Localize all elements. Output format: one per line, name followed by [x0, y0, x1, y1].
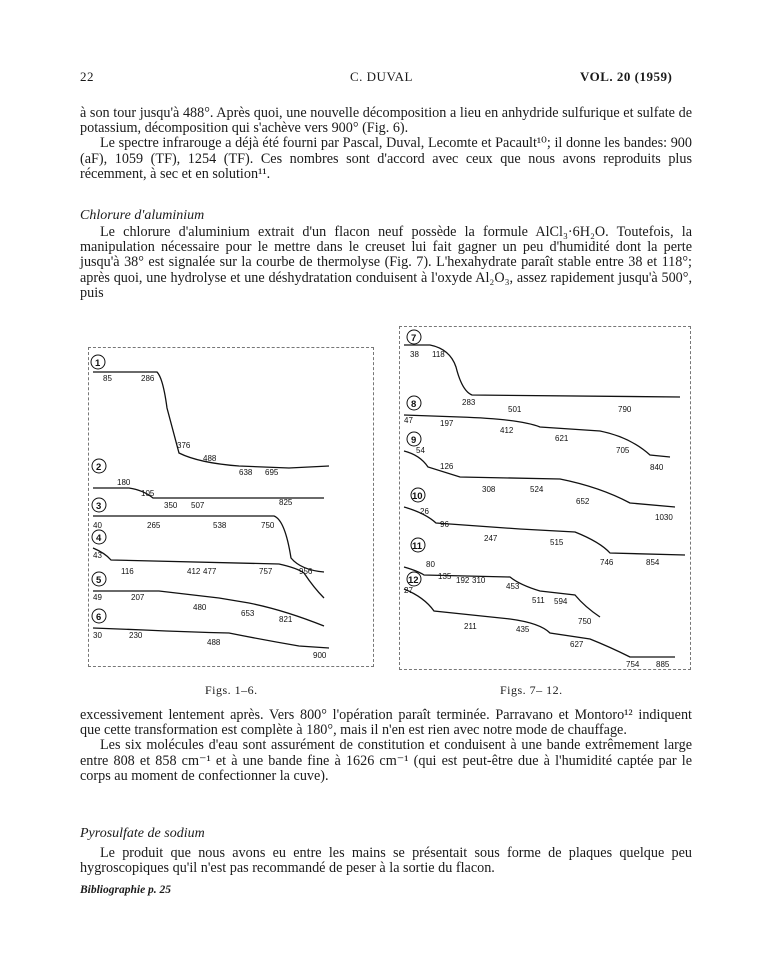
curve-12-label: 435 [516, 625, 530, 634]
curve-1-label: 286 [141, 374, 155, 383]
curve-12-label: 27 [404, 586, 413, 595]
curve-10-label: 247 [484, 534, 498, 543]
curve-1-label: 85 [103, 374, 112, 383]
curve-9-label: 652 [576, 497, 590, 506]
curve-12-label: 211 [464, 622, 477, 631]
curve-5-label: 207 [131, 593, 145, 602]
curve-4-number: 4 [96, 533, 102, 544]
curve-10-number: 10 [412, 491, 423, 502]
caption-figs-7-12: Figs. 7– 12. [500, 683, 563, 697]
curve-5-label: 653 [241, 609, 255, 618]
curve-1-label: 488 [203, 454, 217, 463]
curve-2-label: 350 [164, 501, 178, 510]
curve-9-number: 9 [411, 435, 417, 446]
curve-8-label: 621 [555, 434, 569, 443]
curve-12-number: 12 [408, 575, 419, 586]
curve-8-number: 8 [411, 399, 417, 410]
curve-3 [93, 516, 324, 572]
section-heading-pyrosulfate: Pyrosulfate de sodium [80, 826, 205, 841]
curve-11-label: 80 [426, 560, 435, 569]
curve-8-label: 197 [440, 419, 454, 428]
curve-4-label: 956 [299, 567, 313, 576]
paragraph-1: à son tour jusqu'à 488°. Après quoi, une nouvelle décomposition a lieu en anhydride sulfurique et sulfate de potassium, décomposition qui s'achève vers 900° (Fig. 6). [80, 105, 692, 137]
curve-11-label: 310 [472, 576, 486, 585]
curve-4-label: 477 [203, 567, 217, 576]
curve-6-number: 6 [96, 612, 102, 623]
curve-1-number: 1 [95, 358, 101, 369]
curve-4-label: 412 [187, 567, 201, 576]
curve-6-label: 488 [207, 638, 221, 647]
curve-9-label: 524 [530, 485, 544, 494]
curve-7-label: 501 [508, 405, 522, 414]
curve-7-label: 790 [618, 405, 632, 414]
curve-11-label: 453 [506, 582, 520, 591]
curve-5-label: 49 [93, 593, 102, 602]
curve-12-label: 754 [626, 660, 640, 669]
paragraph-3: Le chlorure d'aluminium extrait d'un flacon neuf possède la formule AlCl₃·6H₂O. Toutefois, la manipulation nécessaire pour le mettre dans le creuset lui fait gagner un peu d'humidité dont la perte jusqu'à 38° est signalée sur la courbe de thermolyse (Fig. 7). L'hexahydrate paraît stable entre 38 et 118°; après quoi, une hydrolyse et une déshydratation conduisent à l'oxyde Al₂O₃, assez rapidement jusqu'à 500°, puis [80, 224, 692, 301]
curve-2-label: 825 [279, 498, 293, 507]
body-top [80, 106, 692, 182]
curve-2-label: 105 [141, 489, 155, 498]
curve-10-label: 854 [646, 558, 660, 567]
curve-1-label: 695 [265, 468, 279, 477]
thermogram-curves-1-6 [89, 348, 373, 666]
page-number: 22 [80, 69, 94, 84]
curve-9-label: 1030 [655, 513, 673, 522]
curve-5-label: 480 [193, 603, 207, 612]
curve-5-number: 5 [96, 575, 102, 586]
thermogram-curves-7-12 [400, 327, 690, 669]
curve-2-label: 180 [117, 478, 131, 487]
curve-10-label: 515 [550, 538, 564, 547]
curve-4-label: 43 [93, 551, 102, 560]
caption-figs-1-6: Figs. 1–6. [205, 683, 258, 697]
curve-11-label: 511 [532, 596, 545, 605]
curve-6-label: 30 [93, 631, 102, 640]
curve-2-label: 507 [191, 501, 205, 510]
curve-4-label: 757 [259, 567, 273, 576]
curve-11-label: 750 [578, 617, 592, 626]
curve-9-label: 126 [440, 462, 454, 471]
curve-3-label: 538 [213, 521, 227, 530]
volume-info: VOL. 20 (1959) [580, 69, 673, 84]
bibliography-note: Bibliographie p. 25 [80, 884, 172, 896]
curve-4-label: 116 [121, 567, 134, 576]
curve-9-label: 54 [416, 446, 425, 455]
paragraph-2: Le spectre infrarouge a déjà été fourni par Pascal, Duval, Lecomte et Pacault¹⁰; il donne les bandes: 900 (aF), 1059 (TF), 1254 (TF). Ces nombres sont d'accord avec ceux que nous avons reproduits plus récemment, à sec et en solution¹¹. [80, 135, 692, 182]
curve-9-label: 308 [482, 485, 496, 494]
paragraph-4: excessivement lentement après. Vers 800° l'opération paraît terminée. Parravano et Montoro¹² indiquent que cette transformation est complète à 180°, mais il n'en est rien avec notre mode de chauffage. [80, 707, 692, 739]
paragraph-5: Les six molécules d'eau sont assurément de constitution et conduisent à une bande extrêmement large entre 808 et 858 cm⁻¹ et à une bande fine à 1626 cm⁻¹ (qui est peut-être due à l'humidité captée par le corps au moment de confectionner la cuve). [80, 737, 692, 784]
curve-10-label: 26 [420, 507, 429, 516]
body-end [80, 846, 692, 876]
curve-1-label: 638 [239, 468, 253, 477]
curve-6-label: 230 [129, 631, 143, 640]
curve-2-number: 2 [96, 462, 102, 473]
curve-11-number: 11 [412, 541, 423, 552]
curve-8-label: 705 [616, 446, 630, 455]
curve-8-label: 412 [500, 426, 514, 435]
curve-11-label: 135 [438, 572, 452, 581]
curve-2 [93, 488, 324, 498]
running-author: C. DUVAL [350, 69, 413, 84]
curve-12-label: 627 [570, 640, 584, 649]
curve-9 [404, 451, 675, 507]
curve-8-label: 47 [404, 416, 413, 425]
curve-10-label: 96 [440, 520, 449, 529]
curve-7-number: 7 [411, 333, 417, 344]
curve-5-label: 821 [279, 615, 293, 624]
curve-3-label: 40 [93, 521, 102, 530]
curve-7-label: 38 [410, 350, 419, 359]
curve-3-label: 265 [147, 521, 161, 530]
curve-3-number: 3 [96, 501, 102, 512]
curve-8-label: 840 [650, 463, 664, 472]
curve-7-label: 283 [462, 398, 476, 407]
curve-12-label: 885 [656, 660, 670, 669]
curve-7 [404, 345, 680, 397]
curve-7-label: 118 [432, 350, 445, 359]
curve-1-label: 376 [177, 441, 191, 450]
curve-11-label: 594 [554, 597, 568, 606]
section-heading-aluminium: Chlorure d'aluminium [80, 208, 205, 223]
body-middle [80, 225, 692, 301]
curve-10-label: 746 [600, 558, 614, 567]
figure-left-panel [88, 347, 374, 667]
paragraph-6: Le produit que nous avons eu entre les mains se présentait sous forme de plaques quelque peu hygroscopiques qu'il n'est pas recommandé de peser à la sortie du flacon. [80, 845, 692, 877]
curve-11-label: 192 [456, 576, 470, 585]
body-bottom [80, 708, 692, 784]
figure-right-panel [399, 326, 691, 670]
curve-3-label: 750 [261, 521, 275, 530]
curve-10 [404, 507, 685, 555]
curve-6-label: 900 [313, 651, 327, 660]
